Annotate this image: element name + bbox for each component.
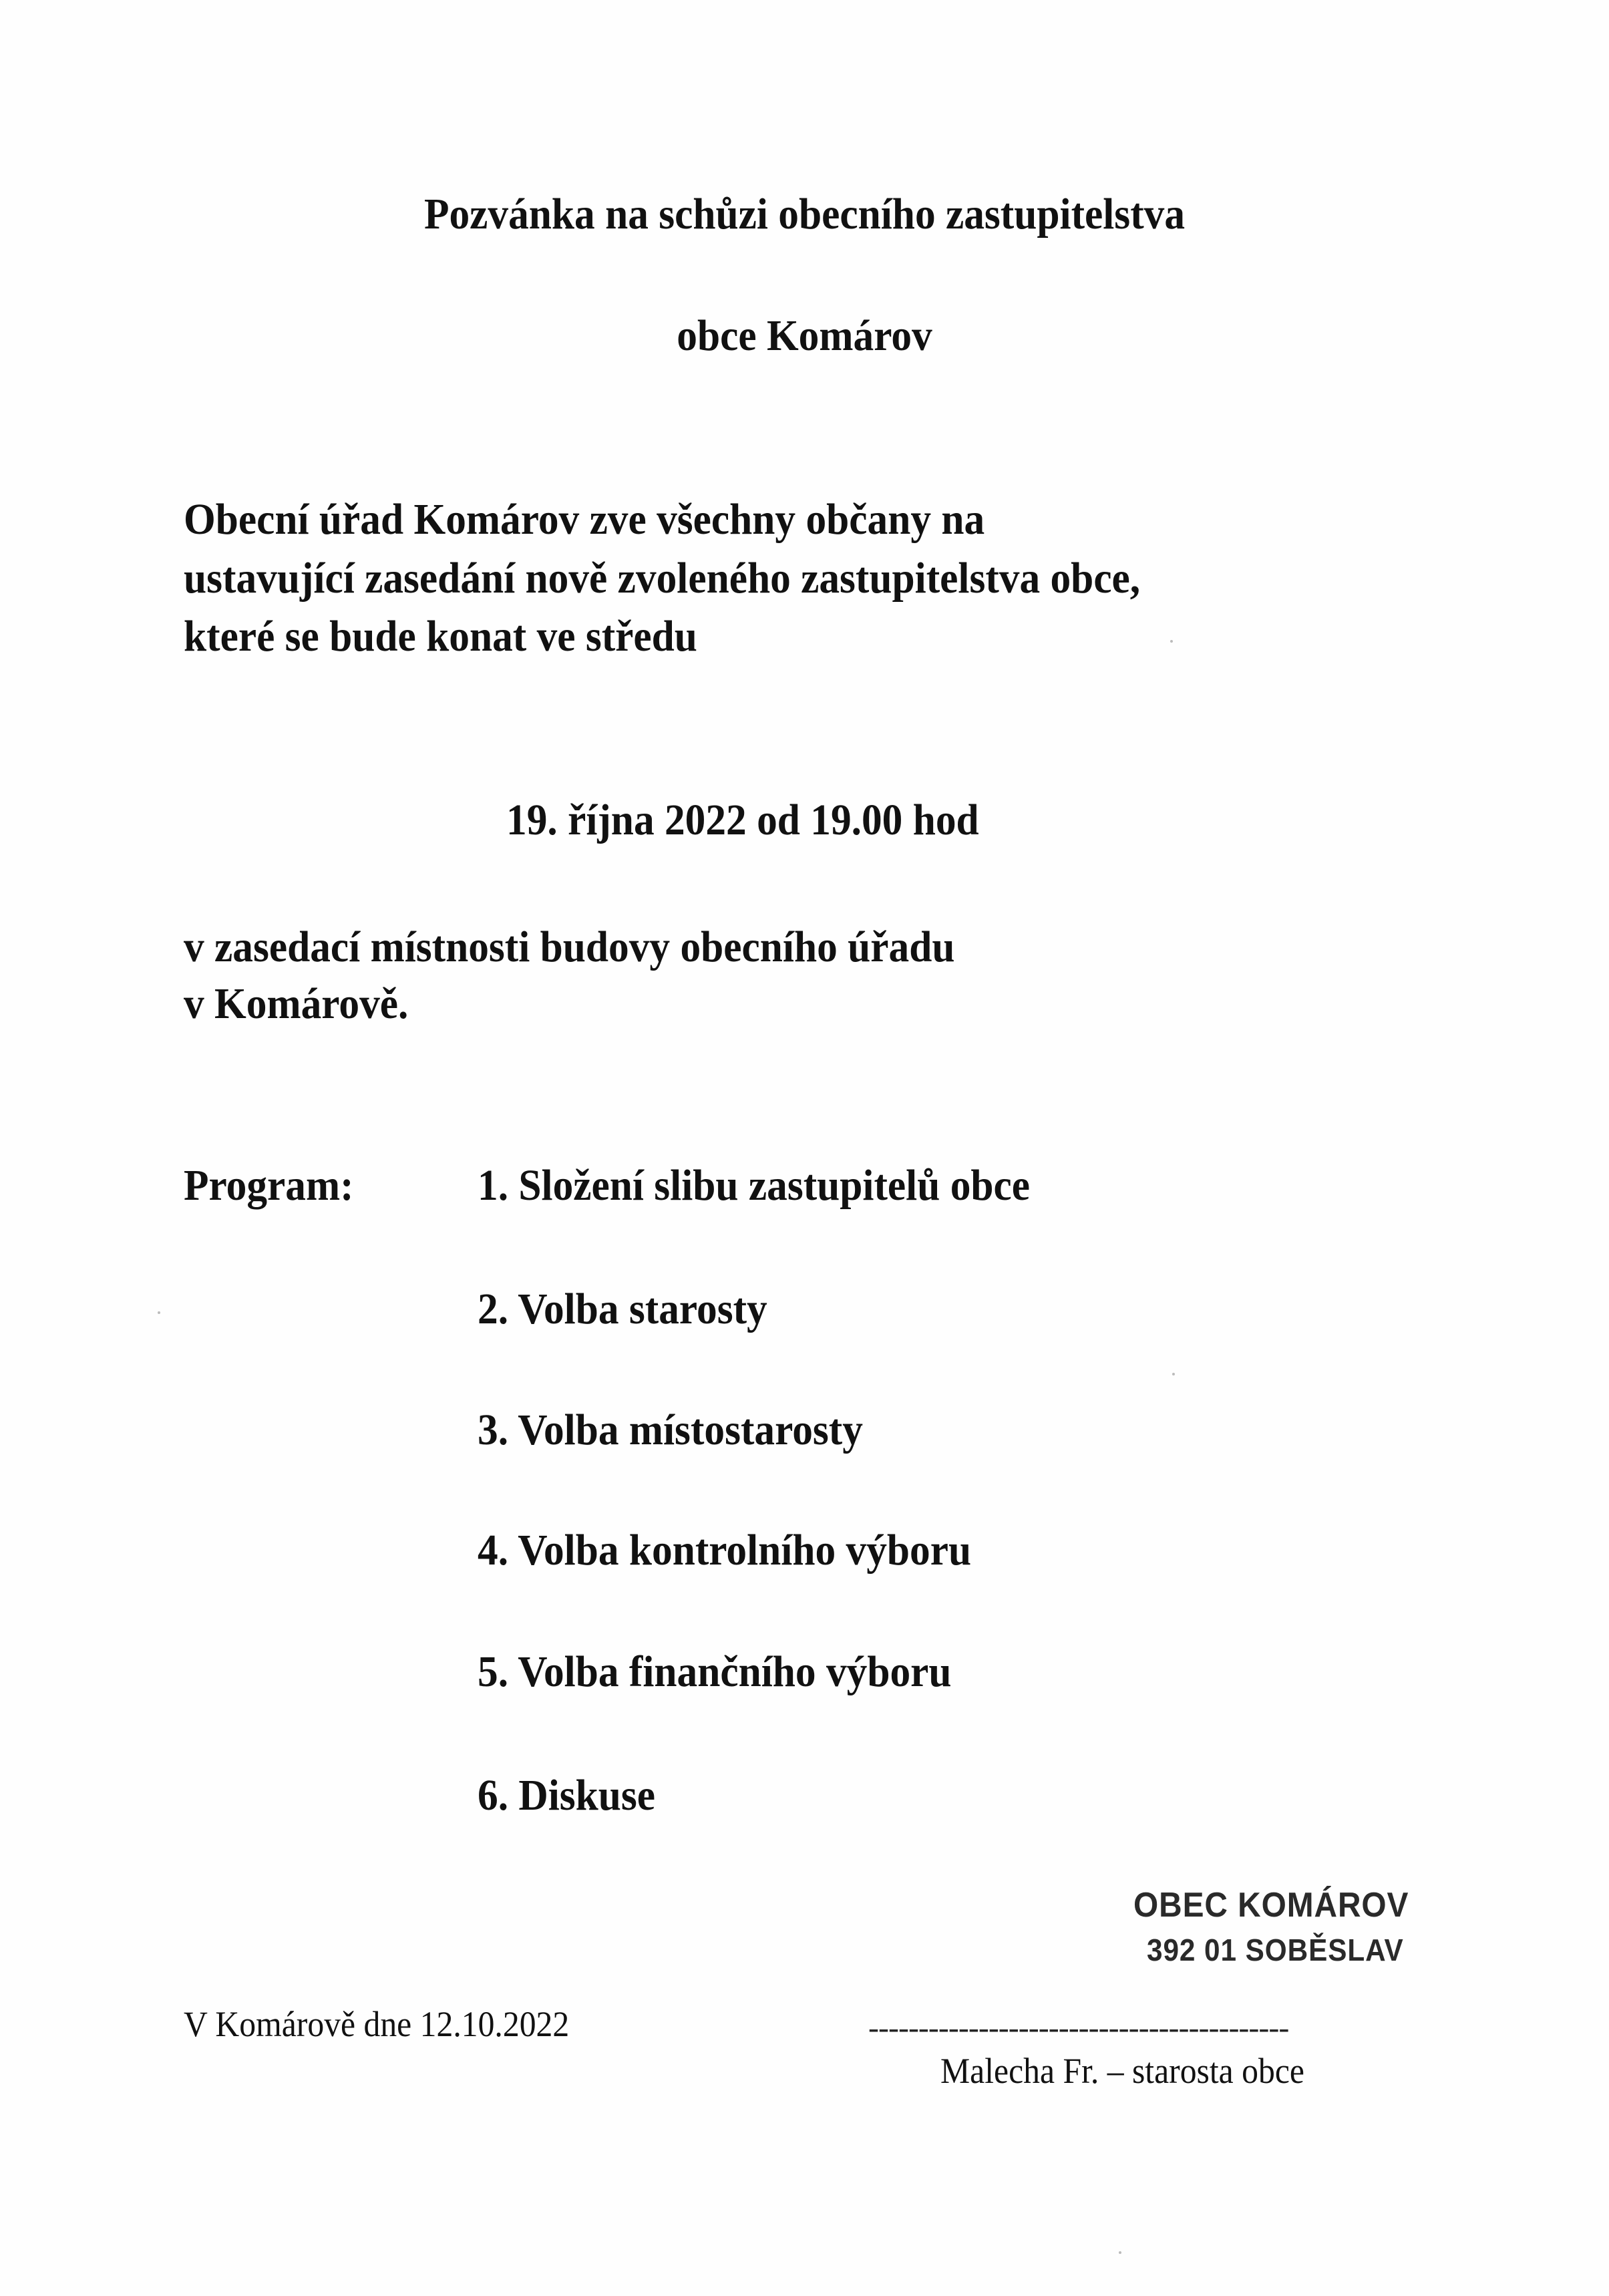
program-item: 6. Diskuse: [478, 1771, 656, 1820]
venue-line: v Komárově.: [184, 979, 409, 1028]
program-item: 5. Volba finančního výboru: [478, 1647, 952, 1696]
scan-speck: [1119, 2251, 1121, 2254]
venue-line: v zasedací místnosti budovy obecního úřadu: [184, 923, 955, 971]
scan-speck: [158, 1311, 160, 1314]
program-item: 1. Složení slibu zastupitelů obce: [478, 1161, 1031, 1210]
intro-line: ustavující zasedání nově zvoleného zastupitelstva obce,: [184, 554, 1141, 603]
intro-line: Obecní úřad Komárov zve všechny občany na: [184, 495, 985, 544]
signatory-name: Malecha Fr. – starosta obce: [940, 2051, 1304, 2091]
document-title: Pozvánka na schůzi obecního zastupitelstva: [423, 190, 1186, 238]
place-and-date: V Komárově dne 12.10.2022: [184, 2004, 570, 2044]
program-item: 2. Volba starosty: [478, 1285, 767, 1333]
document-subtitle: obce Komárov: [677, 311, 932, 360]
stamp-line: OBEC KOMÁROV: [1133, 1886, 1409, 1925]
meeting-datetime: 19. října 2022 od 19.00 hod: [506, 796, 979, 844]
scan-speck: [1170, 640, 1173, 643]
stamp-line: 392 01 SOBĚSLAV: [1147, 1933, 1404, 1967]
scan-speck: [1172, 1373, 1175, 1375]
program-item: 3. Volba místostarosty: [478, 1406, 863, 1454]
signature-line: ------------------------------------------: [868, 2010, 1289, 2045]
program-label: Program:: [184, 1161, 354, 1210]
program-item: 4. Volba kontrolního výboru: [478, 1526, 972, 1575]
intro-line: které se bude konat ve středu: [184, 612, 697, 661]
